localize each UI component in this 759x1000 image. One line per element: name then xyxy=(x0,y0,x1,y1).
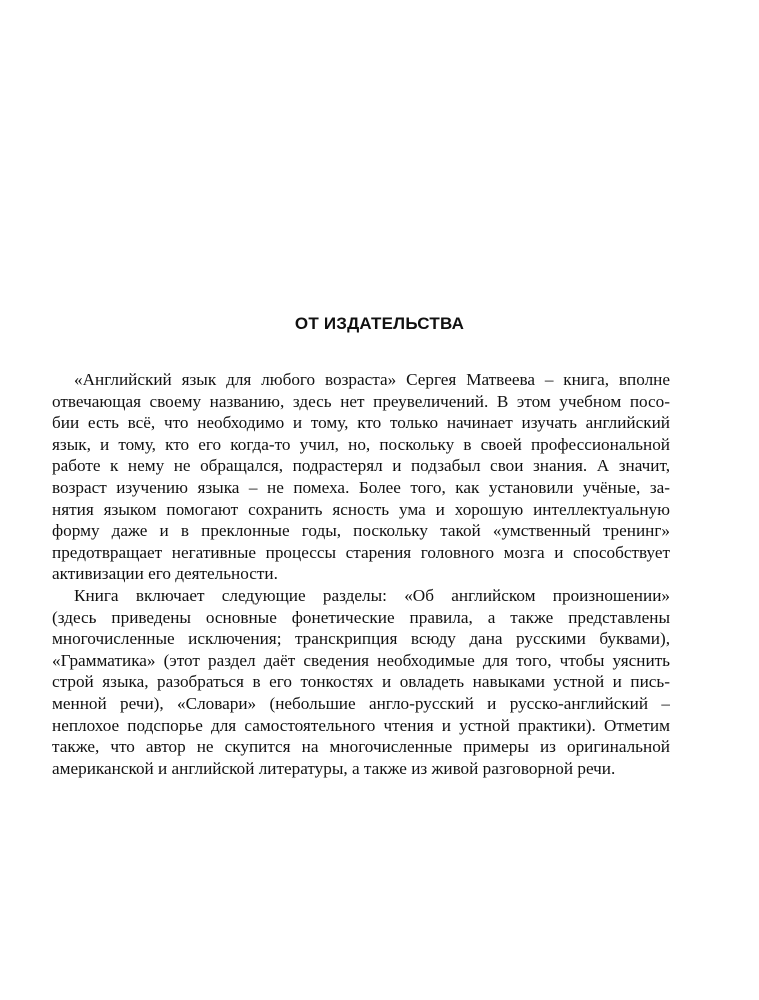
paragraph-2-line: неплохое подспорье для самостоятельного чтения и устной практики). Отметим xyxy=(52,715,670,735)
paragraph-2-line: строй языка, разобраться в его тонкостях и овладеть навыками устной и пись- xyxy=(52,672,670,692)
paragraph-1-line: язык, и тому, кто его когда-то учил, но, поскольку в своей профессиональной xyxy=(52,434,670,454)
body-text xyxy=(52,369,670,779)
paragraph-2-line: Книга включает следующие разделы: «Об английском произношении» xyxy=(74,585,670,605)
paragraph-1-line: возраст изучению языка – не помеха. Более того, как установили учёные, за- xyxy=(52,477,670,497)
paragraph-2-line: (здесь приведены основные фонетические правила, а также представлены xyxy=(52,607,670,627)
paragraph-1-line: «Английский язык для любого возраста» Сергея Матвеева – книга, вполне xyxy=(74,370,670,389)
paragraph-2-line: «Грамматика» (этот раздел даёт сведения необходимые для того, чтобы уяснить xyxy=(52,650,670,670)
section-heading: ОТ ИЗДАТЕЛЬСТВА xyxy=(294,314,465,333)
paragraph-2-line: менной речи), «Словари» (небольшие англо-русский и русско-английский – xyxy=(52,693,670,713)
paragraph-2-line: многочисленные исключения; транскрипция всюду дана русскими буквами), xyxy=(52,629,670,649)
paragraph-2-line: также, что автор не скупится на многочисленные примеры из оригинальной xyxy=(52,737,670,757)
paragraph-1-line: отвечающая своему названию, здесь нет преувеличений. В этом учебном посо- xyxy=(52,391,670,411)
paragraph-1-line: предотвращает негативные процессы старения головного мозга и способствует xyxy=(52,542,670,562)
paragraph-1-line: активизации его деятельности. xyxy=(52,564,278,584)
paragraph-1-line: нятия языком помогают сохранить ясность ума и хорошую интеллектуальную xyxy=(52,499,670,519)
paragraph-1-line: работе к нему не обращался, подрастерял и подзабыл свои знания. А значит, xyxy=(52,456,670,476)
paragraph-1-line: форму даже и в преклонные годы, поскольку такой «умственный тренинг» xyxy=(52,521,670,541)
paragraph-1-line: бии есть всё, что необходимо и тому, кто только начинает изучать английский xyxy=(52,413,670,433)
paragraph-2-line: американской и английской литературы, а также из живой разговорной речи. xyxy=(52,758,616,778)
